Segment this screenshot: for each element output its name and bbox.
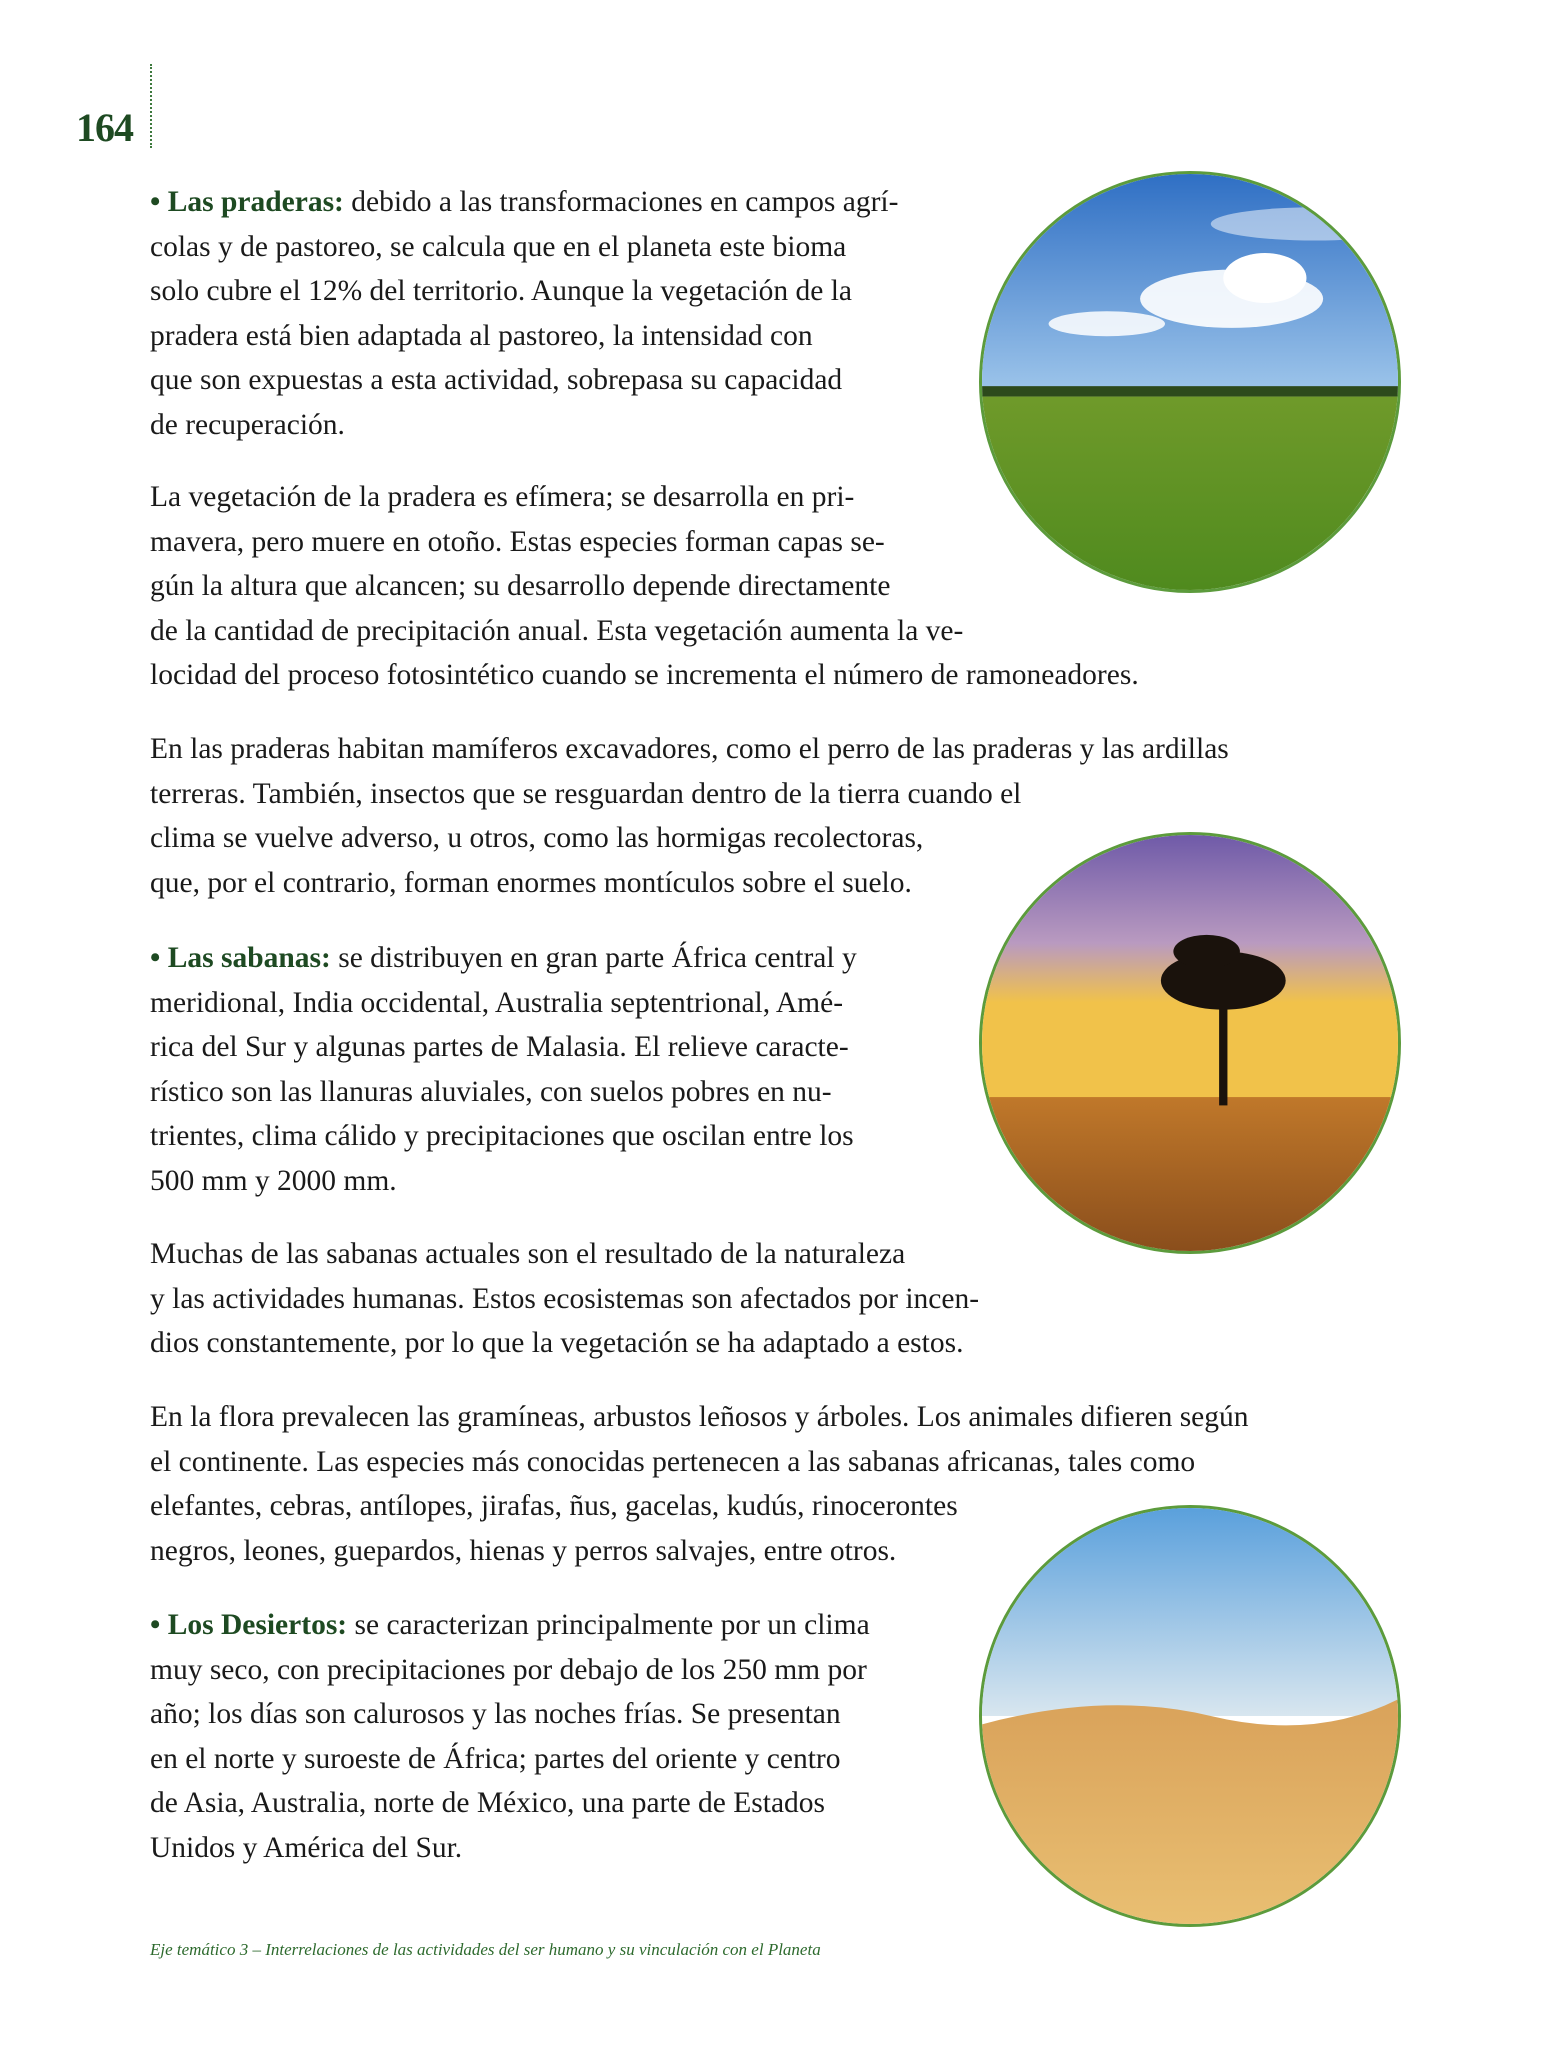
grassland-photo: [979, 171, 1401, 593]
text-line: [150, 180, 898, 225]
text-line: [150, 1826, 870, 1871]
line-text: el continente. Las especies más conocidas pertenecen a las sabanas africanas, tales como: [150, 1445, 1196, 1478]
line-text: rica del Sur y algunas partes de Malasia. El relieve caracte-: [150, 1031, 849, 1064]
text-line: [150, 564, 1139, 609]
text-line: [150, 403, 898, 448]
line-text: meridional, India occidental, Australia septentrional, Amé-: [150, 986, 844, 1019]
text-line: [150, 727, 1229, 772]
text-line: [150, 225, 898, 270]
text-line: [150, 772, 1229, 817]
text-line: [150, 1395, 1249, 1440]
text-line: [150, 1484, 1249, 1529]
line-text: se distribuyen en gran parte África central y: [330, 942, 857, 974]
text-line: [150, 981, 857, 1026]
line-text: Muchas de las sabanas actuales son el resultado de la naturaleza: [150, 1238, 906, 1270]
line-text: rístico son las llanuras aluviales, con suelos pobres en nu-: [150, 1075, 832, 1108]
line-text: clima se vuelve adverso, u otros, como las hormigas recolectoras,: [150, 822, 924, 855]
paragraph-sabanas: [150, 936, 857, 1204]
line-text: debido a las transformaciones en campos agrí-: [343, 186, 899, 218]
line-text: trientes, clima cálido y precipitaciones que oscilan entre los: [150, 1120, 854, 1153]
text-line: [150, 1277, 979, 1322]
line-text: de recuperación.: [150, 408, 345, 441]
section-heading: • Los Desiertos:: [150, 1609, 348, 1641]
line-text: En las praderas habitan mamíferos excavadores, como el perro de las praderas y las ardillas: [150, 733, 1229, 765]
line-text: que, por el contrario, forman enormes montículos sobre el suelo.: [150, 866, 912, 899]
line-text: pradera está bien adaptada al pastoreo, la intensidad con: [150, 319, 813, 352]
desert-photo: [979, 1505, 1401, 1927]
text-line: [150, 1159, 857, 1204]
text-line: [150, 1070, 857, 1115]
text-line: [150, 475, 1139, 520]
line-text: 500 mm y 2000 mm.: [150, 1164, 397, 1197]
text-line: [150, 1025, 857, 1070]
line-text: año; los días son calurosos y las noches frías. Se presentan: [150, 1698, 841, 1731]
section-heading: • Las sabanas:: [150, 942, 331, 974]
paragraph-praderas: [150, 180, 898, 448]
text-line: [150, 816, 1229, 861]
line-text: En la flora prevalecen las gramíneas, arbustos leñosos y árboles. Los animales difieren según: [150, 1401, 1249, 1433]
text-line: [150, 609, 1139, 654]
line-text: mavera, pero muere en otoño. Estas especies forman capas se-: [150, 525, 885, 558]
text-line: [150, 1114, 857, 1159]
text-line: [150, 1232, 979, 1277]
savanna-photo: [979, 832, 1401, 1254]
paragraph-desiertos: [150, 1603, 870, 1871]
text-line: [150, 1603, 870, 1648]
line-text: y las actividades humanas. Estos ecosistemas son afectados por incen-: [150, 1282, 980, 1315]
text-line: [150, 358, 898, 403]
line-text: solo cubre el 12% del territorio. Aunque la vegetación de la: [150, 275, 853, 308]
line-text: de Asia, Australia, norte de México, una parte de Estados: [150, 1787, 826, 1820]
text-line: [150, 1737, 870, 1782]
paragraph-sabanas-fire: [150, 1232, 979, 1366]
line-text: colas y de pastoreo, se calcula que en el planeta este bioma: [150, 230, 847, 263]
line-text: Unidos y América del Sur.: [150, 1831, 463, 1864]
dotted-divider: [150, 64, 152, 148]
line-text: que son expuestas a esta actividad, sobrepasa su capacidad: [150, 364, 843, 397]
text-line: [150, 1440, 1249, 1485]
line-text: gún la altura que alcancen; su desarrollo depende directamente: [150, 570, 891, 603]
text-line: [150, 520, 1139, 565]
page-number: 164: [76, 105, 133, 150]
line-text: en el norte y suroeste de África; partes del oriente y centro: [150, 1742, 841, 1775]
line-text: negros, leones, guepardos, hienas y perros salvajes, entre otros.: [150, 1534, 897, 1567]
line-text: se caracterizan principalmente por un clima: [347, 1609, 870, 1641]
text-line: [150, 1781, 870, 1826]
line-text: muy seco, con precipitaciones por debajo de los 250 mm por: [150, 1653, 867, 1686]
line-text: terreras. También, insectos que se resguardan dentro de la tierra cuando el: [150, 777, 1022, 810]
line-text: locidad del proceso fotosintético cuando se incrementa el número de ramoneadores.: [150, 659, 1139, 692]
footer-text: Eje temático 3 – Interrelaciones de las actividades del ser humano y su vinculación con el Planeta: [150, 1940, 821, 1959]
text-line: [150, 1648, 870, 1693]
text-line: [150, 653, 1139, 698]
paragraph-praderas-vegetation: [150, 475, 1139, 698]
line-text: dios constantemente, por lo que la vegetación se ha adaptado a estos.: [150, 1327, 964, 1360]
line-text: elefantes, cebras, antílopes, jirafas, ñus, gacelas, kudús, rinocerontes: [150, 1490, 958, 1523]
text-line: [150, 1321, 979, 1366]
text-line: [150, 269, 898, 314]
text-line: [150, 314, 898, 359]
text-line: [150, 1692, 870, 1737]
section-heading: • Las praderas:: [150, 186, 344, 218]
text-line: [150, 936, 857, 981]
line-text: La vegetación de la pradera es efímera; se desarrolla en pri-: [150, 481, 855, 513]
line-text: de la cantidad de precipitación anual. Esta vegetación aumenta la ve-: [150, 614, 964, 647]
